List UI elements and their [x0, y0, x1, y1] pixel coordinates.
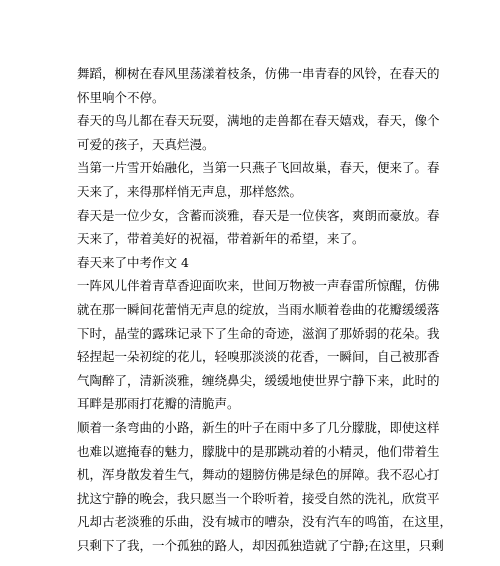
text-line: 凡却古老淡雅的乐曲，没有城市的嘈杂，没有汽车的鸣笛，在这里，: [77, 514, 453, 530]
text-line: 天来了，来得那样悄无声息，那样悠然。: [77, 183, 303, 199]
text-line: 春天是一位少女，含蓄而淡雅，春天是一位侠客，爽朗而豪放。春: [77, 207, 440, 223]
text-line: 也难以遮掩春的魅力，朦胧中的是那跳动着的小精灵，他们带着生: [77, 443, 440, 459]
text-line: 扰这宁静的晚会，我只愿当一个聆听着，接受自然的洗礼，欣赏平: [77, 490, 440, 506]
text-line: 气陶醉了，清新淡雅，缠绕鼻尖，缓缓地使世界宁静下来，此时的: [77, 372, 440, 388]
text-line: 就在那一瞬间花蕾悄无声息的绽放，当雨水顺着卷曲的花瓣缓缓落: [77, 301, 440, 317]
paragraph: [77, 156, 440, 203]
heading-line: 春天来了中考作文 4: [77, 254, 189, 270]
text-line: 当第一片雪开始融化，当第一只燕子飞回故巢，春天，便来了。春: [77, 160, 440, 176]
text-line: 舞蹈，柳树在春风里荡漾着枝条，仿佛一串青春的风铃，在春天的: [77, 66, 440, 81]
text-line: 只剩下了我，一个孤独的路人，却因孤独造就了宁静;在这里，只剩: [77, 537, 444, 553]
text-line: 轻捏起一朵初绽的花儿，轻嗅那淡淡的花香，一瞬间，自己被那香: [77, 349, 440, 365]
section-heading: [77, 251, 427, 275]
text-line: 天来了，带着美好的祝福，带着新年的希望，来了。: [77, 231, 365, 247]
paragraph: [77, 204, 440, 251]
paragraph: [77, 109, 440, 156]
text-line: 怀里响个不停。: [77, 89, 165, 105]
text-line: 一阵风儿伴着青草香迎面吹来，世间万物被一声春雷所惊醒，仿佛: [77, 278, 440, 294]
paragraph: [77, 62, 440, 109]
text-line: 下时，晶莹的露珠记录下了生命的奇迹，滋润了那娇弱的花朵。我: [77, 325, 440, 341]
text-line: 耳畔是那雨打花瓣的清脆声。: [77, 396, 240, 412]
text-line: 可爱的孩子，天真烂漫。: [77, 136, 215, 152]
text-line: 机，浑身散发着生气，舞动的翅膀仿佛是绿色的屏障。我不忍心打: [77, 467, 440, 483]
text-line: 春天的鸟儿都在春天玩耍，满地的走兽都在春天嬉戏，春天，像个: [77, 113, 440, 129]
paragraph: [77, 416, 453, 558]
document-body: [77, 62, 453, 557]
paragraph: [77, 274, 440, 416]
text-line: 顺着一条弯曲的小路，新生的叶子在雨中多了几分朦胧，即使这样: [77, 419, 440, 435]
